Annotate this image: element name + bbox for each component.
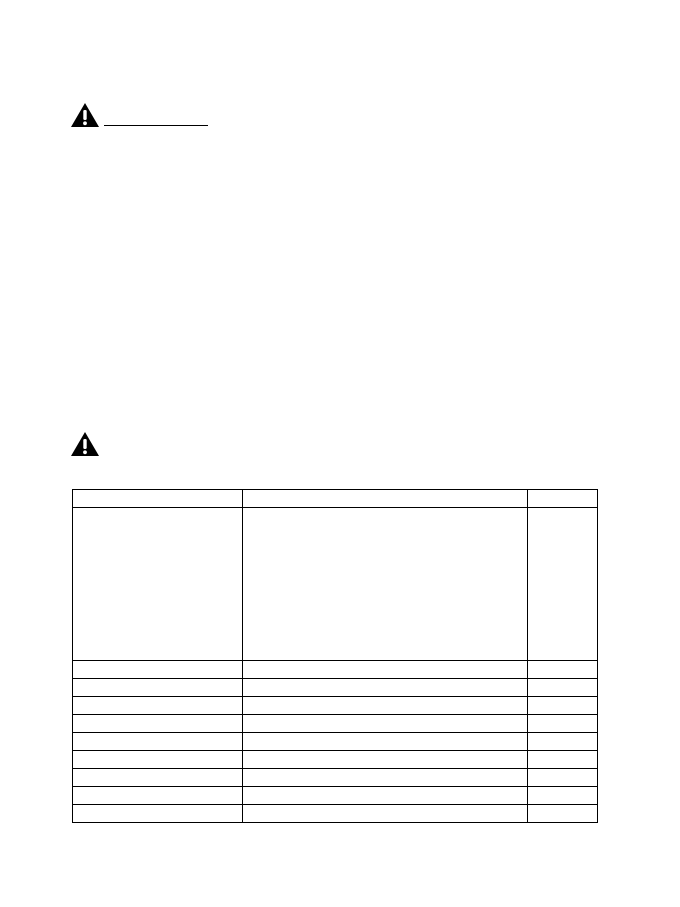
table-cell — [528, 661, 598, 679]
table-cell — [243, 715, 528, 733]
table-row — [73, 769, 598, 787]
warning-heading-underline — [104, 125, 208, 126]
table-row — [73, 661, 598, 679]
table-cell — [243, 787, 528, 805]
table-cell — [528, 805, 598, 823]
table-cell — [528, 715, 598, 733]
table-row — [73, 787, 598, 805]
table-cell — [243, 751, 528, 769]
table-cell — [73, 787, 243, 805]
spec-table — [72, 489, 598, 823]
table-cell — [73, 661, 243, 679]
table-cell — [528, 679, 598, 697]
warning-triangle-icon — [70, 431, 100, 457]
table-cell — [73, 769, 243, 787]
table-row — [73, 697, 598, 715]
table-header-row — [73, 490, 598, 508]
table-cell — [73, 733, 243, 751]
table-cell — [528, 769, 598, 787]
table-cell — [243, 661, 528, 679]
table-header-cell — [73, 490, 243, 508]
table-cell — [243, 769, 528, 787]
table-cell — [243, 733, 528, 751]
table-cell — [528, 508, 598, 661]
table-row — [73, 508, 598, 661]
table-cell — [243, 679, 528, 697]
table-cell — [528, 733, 598, 751]
table-cell — [73, 697, 243, 715]
table-row — [73, 715, 598, 733]
table-row — [73, 679, 598, 697]
table-cell — [528, 751, 598, 769]
warning-triangle-icon — [70, 102, 100, 128]
table-cell — [73, 751, 243, 769]
table-row — [73, 733, 598, 751]
table-cell — [73, 805, 243, 823]
table-cell — [243, 508, 528, 661]
table-cell — [528, 787, 598, 805]
table-cell — [73, 679, 243, 697]
table-cell — [243, 805, 528, 823]
table-cell — [243, 697, 528, 715]
table-cell — [528, 697, 598, 715]
table-header-cell — [243, 490, 528, 508]
table-header-cell — [528, 490, 598, 508]
table-cell — [73, 715, 243, 733]
table-row — [73, 751, 598, 769]
table-cell — [73, 508, 243, 661]
table-row — [73, 805, 598, 823]
